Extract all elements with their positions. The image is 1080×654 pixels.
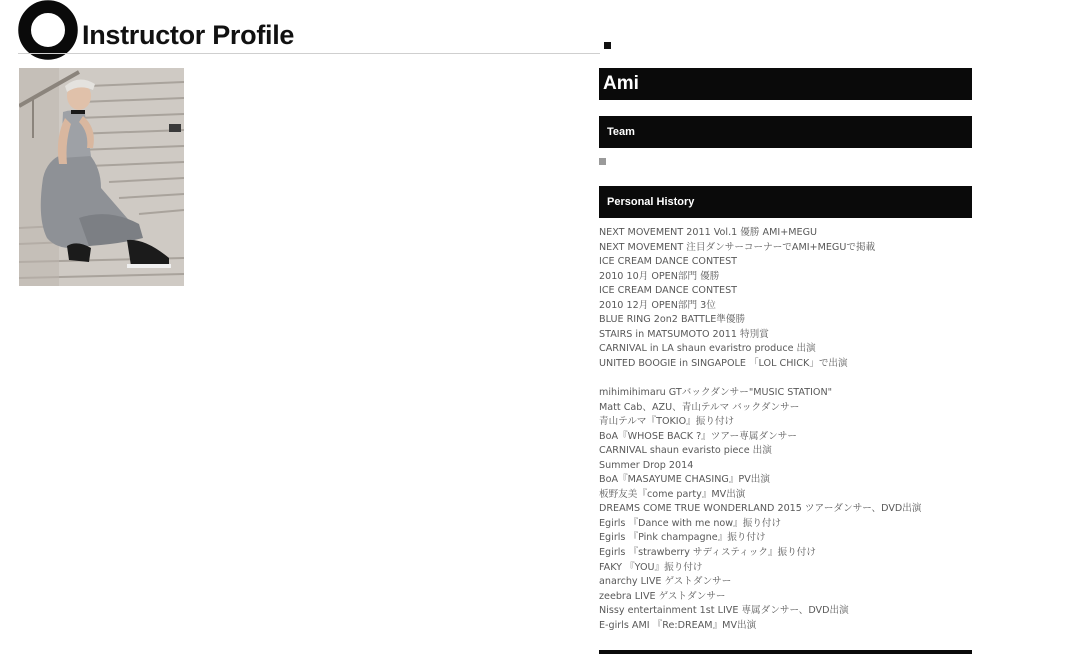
history-item: STAIRS in MATSUMOTO 2011 特別賞 [599,328,769,340]
personal-history-list [599,226,972,633]
history-item: 2010 12月 OPEN部門 3位 [599,299,716,311]
history-item: FAKY 『YOU』振り付け [599,561,703,573]
page-title: Instructor Profile [82,20,295,50]
history-item: DREAMS COME TRUE WONDERLAND 2015 ツアーダンサー、DVD出演 [599,503,922,515]
history-item: Nissy entertainment 1st LIVE 専属ダンサー、DVD出演 [599,605,849,617]
personal-history-heading: Personal History [599,186,972,218]
instructor-name: Ami [599,68,972,100]
history-item: CARNIVAL in LA shaun evaristro produce 出演 [599,343,816,355]
history-item: CARNIVAL shaun evaristo piece 出演 [599,445,772,457]
history-item: UNITED BOOGIE in SINGAPOLE 「LOL CHICK」で出演 [599,357,848,369]
history-item: Egirls 『strawberry サディスティック』振り付け [599,547,816,559]
header-divider [18,53,600,54]
history-item: 2010 10月 OPEN部門 優勝 [599,270,720,282]
square-bullet-icon [599,158,606,165]
history-item: Egirls 『Dance with me now』振り付け [599,517,782,529]
history-item: ICE CREAM DANCE CONTEST [599,256,738,268]
page-header [18,0,600,56]
history-item: BoA『WHOSE BACK ?』ツアー専属ダンサー [599,430,797,442]
instructor-photo [19,68,184,286]
history-item: ICE CREAM DANCE CONTEST [599,285,738,297]
history-item: Summer Drop 2014 [599,459,694,471]
ring-logo-icon [18,0,78,60]
history-item: NEXT MOVEMENT 注目ダンサーコーナーでAMI+MEGUで掲載 [599,241,876,253]
history-item: E-girls AMI 『Re:DREAM』MV出演 [599,619,757,631]
history-item: 青山テルマ『TOKIO』振り付け [599,416,735,428]
history-item: BoA『MASAYUME CHASING』PV出演 [599,474,770,486]
profile-column [599,68,972,633]
dancer-photo [19,68,184,286]
next-section-bar [599,650,972,654]
history-item: BLUE RING 2on2 BATTLE準優勝 [599,314,746,326]
team-heading: Team [599,116,972,148]
history-item: mihimihimaru GTバックダンサー"MUSIC STATION" [599,387,833,399]
history-item: NEXT MOVEMENT 2011 Vol.1 優勝 AMI+MEGU [599,227,818,238]
history-spacer [599,371,972,386]
history-item: zeebra LIVE ゲストダンサー [599,590,726,602]
history-item: Egirls 『Pink champagne』振り付け [599,532,766,544]
history-item: Matt Cab、AZU、青山テルマ バックダンサー [599,401,800,413]
history-item: 板野友美『come party』MV出演 [599,488,746,500]
history-item: anarchy LIVE ゲストダンサー [599,576,732,588]
square-bullet-icon [604,42,611,49]
